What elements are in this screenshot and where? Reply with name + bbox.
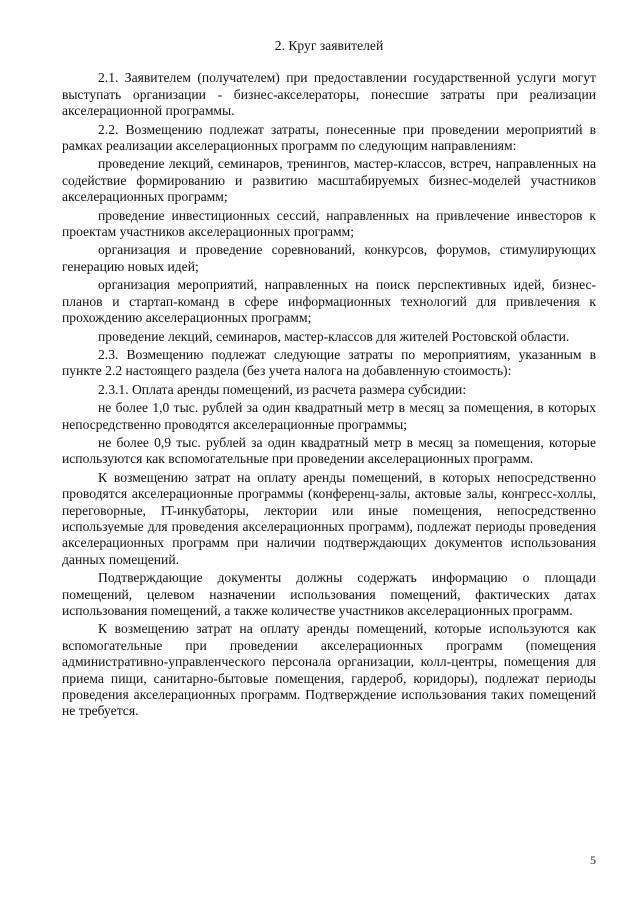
list-item-rostov-lectures: проведение лекций, семинаров, мастер-классов для жителей Ростовской области. bbox=[98, 328, 570, 344]
document-page bbox=[62, 20, 596, 722]
paragraph-2-3-1: 2.3.1. Оплата аренды помещений, из расчета размера субсидии: bbox=[98, 381, 467, 397]
paragraph-auxiliary-premises: К возмещению затрат на оплату аренды помещений, которые используются как вспомогательные при проведении акселерационных программ (помещения административно-управленческого персонала организации, колл-центры, помещения для приема пищи, санитарно-бытовые помещения, гардероб, коридоры), подлежат периоды проведения акселерационных программ. Подтверждение использования таких помещений не требуется. bbox=[62, 621, 596, 719]
list-item-competitions: организация и проведение соревнований, конкурсов, форумов, стимулирующих генерацию новых идей; bbox=[62, 242, 596, 274]
section-title: 2. Круг заявителей bbox=[274, 38, 384, 53]
rent-limit-main: не более 1,0 тыс. рублей за один квадратный метр в месяц за помещения, в которых непосредственно проводятся акселерационные программы; bbox=[62, 400, 596, 432]
paragraph-2-3: 2.3. Возмещению подлежат следующие затраты по мероприятиям, указанным в пункте 2.2 настоящего раздела (без учета налога на добавленную стоимость): bbox=[62, 346, 596, 379]
list-item-search-events: организация мероприятий, направленных на поиск перспективных идей, бизнес-планов и стартап-команд в сфере информационных технологий для привлечения к прохождению акселерационных программ; bbox=[62, 277, 596, 326]
paragraph-2-1: 2.1. Заявителем (получателем) при предоставлении государственной услуги могут выступать организации - бизнес-акселераторы, понесшие затраты при реализации акселерационной программы. bbox=[62, 70, 596, 119]
list-item-investment-sessions: проведение инвестиционных сессий, направленных на привлечение инвесторов к проектам участников акселерационных программ; bbox=[62, 207, 596, 240]
paragraph-main-premises: К возмещению затрат на оплату аренды помещений, в которых непосредственно проводятся акселерационные программы (конференц-залы, актовые залы, конгресс-холлы, переговорные, IT-инкубаторы, лектории или иные помещения, непосредственно используемые для проведения акселерационных программ), подлежат периоды проведения акселерационных программ при наличии подтверждающих документов использования данных помещений. bbox=[62, 469, 596, 567]
paragraph-2-2: 2.2. Возмещению подлежат затраты, понесенные при проведении мероприятий в рамках реализации акселерационных программ по следующим направлениям: bbox=[62, 121, 596, 154]
rent-limit-auxiliary: не более 0,9 тыс. рублей за один квадратный метр в месяц за помещения, которые используются как вспомогательные при проведении акселерационных программ. bbox=[62, 434, 596, 467]
paragraph-confirming-documents: Подтверждающие документы должны содержать информацию о площади помещений, целевом назначении использования помещений, фактических датах использования помещений, а также количестве участников акселерационных программ. bbox=[62, 570, 596, 618]
list-item-lectures: проведение лекций, семинаров, тренингов, мастер-классов, встреч, направленных на содействие формированию и развитию масштабируемых бизнес-моделей участников акселерационных программ; bbox=[62, 156, 596, 205]
page-number: 5 bbox=[590, 853, 596, 867]
